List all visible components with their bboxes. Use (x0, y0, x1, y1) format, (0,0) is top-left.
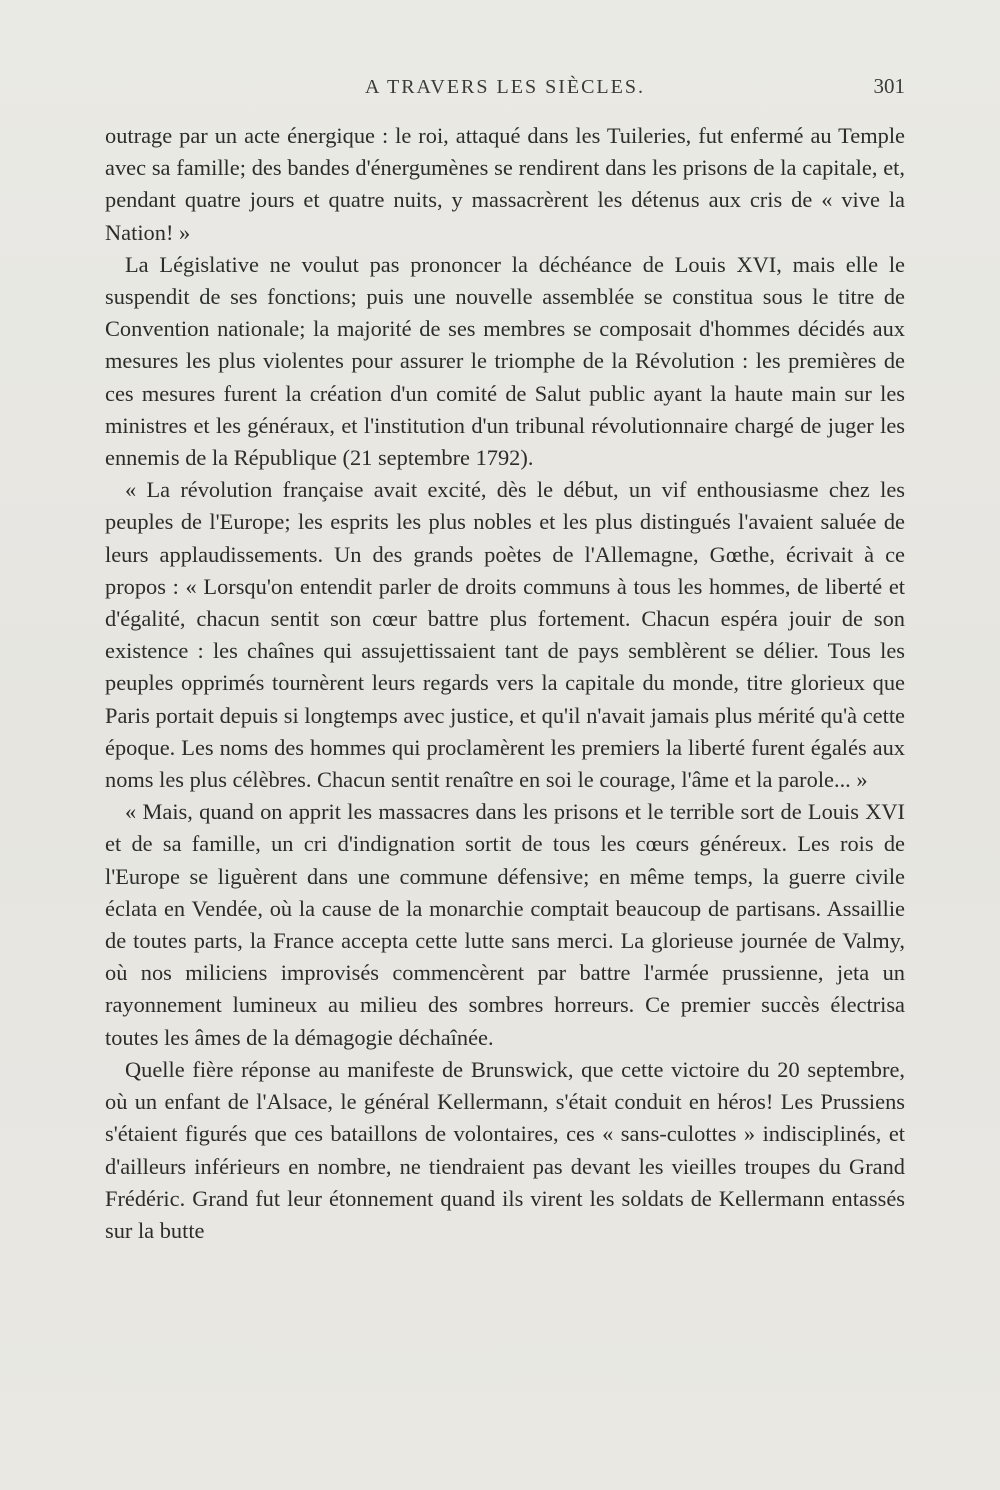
page-header (105, 76, 905, 106)
running-title: A TRAVERS LES SIÈCLES. (365, 76, 645, 98)
paragraph-continuation: outrage par un acte énergique : le roi, attaqué dans les Tuileries, fut enfermé au Temple avec sa famille; des bandes d'énergumènes se rendirent dans les prisons de la capitale, et, pendant quatre jours et quatre nuits, y massacrèrent les détenus aux cris de « vive la Nation! » (105, 123, 905, 245)
paragraph: La Législative ne voulut pas prononcer la déchéance de Louis XVI, mais elle le suspendit de ses fonctions; puis une nouvelle assemblée se constitua sous le titre de Convention nationale; la majorité de ses membres se composait d'hommes décidés aux mesures les plus violentes pour assurer le triomphe de la Révolution : les premières de ces mesures furent la création d'un comité de Salut public ayant la haute main sur les ministres et les généraux, et l'institution d'un tribunal révolutionnaire chargé de juger les ennemis de la République (21 septembre 1792). (105, 251, 905, 471)
page-number: 301 (873, 74, 905, 98)
paragraph-quote: « La révolution française avait excité, dès le début, un vif enthousiasme chez les peuples de l'Europe; les esprits les plus nobles et les plus distingués l'avaient saluée de leurs applaudissements. Un des grands poètes de l'Allemagne, Gœthe, écrivait à ce propos : « Lorsqu'on entendit parler de droits communs à tous les hommes, de liberté et d'égalité, chacun sentit son cœur battre plus fortement. Chacun espéra jouir de son existence : les chaînes qui assujettissaient tant de pays semblèrent se délier. Tous les peuples opprimés tournèrent leurs regards vers la capitale du monde, titre glorieux que Paris portait depuis si longtemps avec justice, et qu'il n'avait jamais plus mérité qu'à cette époque. Les noms des hommes qui proclamèrent les premiers la liberté furent égalés aux noms les plus célèbres. Chacun sentit renaître en soi le courage, l'âme et la parole... » (105, 477, 905, 793)
paragraph: Quelle fière réponse au manifeste de Brunswick, que cette victoire du 20 septembre, où un enfant de l'Alsace, le général Kellermann, s'était conduit en héros! Les Prussiens s'étaient figurés que ces bataillons de volontaires, ces « sans-culottes » indisciplinés, et d'ailleurs inférieurs en nombre, ne tiendraient pas devant les vieilles troupes du Grand Frédéric. Grand fut leur étonnement quand ils virent les soldats de Kellermann entassés sur la butte (105, 1056, 905, 1243)
paragraph-quote: « Mais, quand on apprit les massacres dans les prisons et le terrible sort de Louis XVI et de sa famille, un cri d'indignation sortit de tous les cœurs généreux. Les rois de l'Europe se liguèrent dans une commune défensive; en même temps, la guerre civile éclata en Vendée, où la cause de la monarchie comptait beaucoup de partisans. Assaillie de toutes parts, la France accepta cette lutte sans merci. La glorieuse journée de Valmy, où nos miliciens improvisés commencèrent par battre l'armée prussienne, jeta un rayonnement lumineux au milieu des sombres horreurs. Ce premier succès électrisa toutes les âmes de la démagogie déchaînée. (105, 799, 905, 1050)
body-text (105, 120, 905, 1247)
